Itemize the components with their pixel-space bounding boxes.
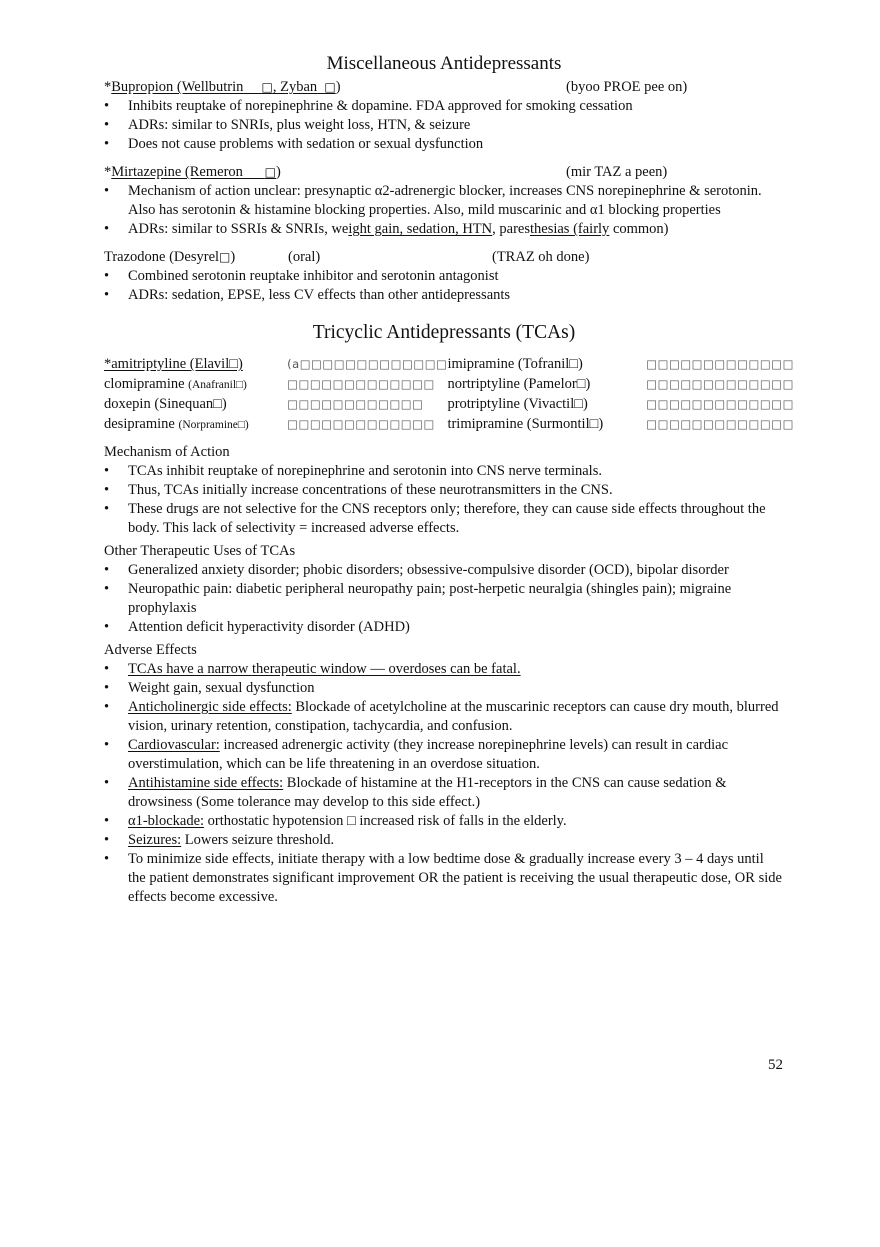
list-item: • Antihistamine side effects: Blockade of histamine at the H1-receptors in the CNS can cause sedation & drowsiness (Some tolerance may develop to this side effect.)	[104, 774, 784, 812]
list-item: • Inhibits reuptake of norepinephrine & dopamine. FDA approved for smoking cessation	[104, 97, 784, 116]
list-item: • Neuropathic pain: diabetic peripheral neuropathy pain; post-herpetic neuralgia (shingles pain); migraine prophylaxis	[104, 580, 784, 618]
adverse-bullets	[104, 660, 784, 907]
trademark-box-icon: □	[219, 250, 231, 264]
table-row: doxepin (Sinequan□) □□□□□□□□□□□□ protriptyline (Vivactil□) □□□□□□□□□□□□□	[104, 396, 794, 412]
trademark-box-icon: □	[261, 80, 273, 94]
mirtazepine-name: Mirtazepine (Remeron □	[111, 164, 276, 180]
misc-title: Miscellaneous Antidepressants	[326, 53, 562, 74]
list-item: • Weight gain, sexual dysfunction	[104, 679, 784, 698]
trazodone-bullets	[104, 267, 784, 305]
list-item: • These drugs are not selective for the CNS receptors only; therefore, they can cause side effects throughout the body. This lack of selectivity = increased adverse effects.	[104, 500, 784, 538]
list-item: • Anticholinergic side effects: Blockade of acetylcholine at the muscarinic receptors can cause dry mouth, blurred vision, urinary retention, constipation, tachycardia, and confusion.	[104, 698, 784, 736]
bupropion-header: *Bupropion (Wellbutrin □, Zyban □) (byoo PROE pee on)	[104, 79, 688, 95]
bupropion-bullets	[104, 97, 784, 154]
tca-title: Tricyclic Antidepressants (TCAs)	[312, 322, 576, 343]
trademark-box-icon: □	[264, 165, 276, 179]
list-item: • Thus, TCAs initially increase concentrations of these neurotransmitters in the CNS.	[104, 481, 784, 500]
trazodone-route: (oral)	[288, 249, 321, 265]
list-item: • Cardiovascular: increased adrenergic activity (they increase norepinephrine levels) can result in cardiac overstimulation, which can be life threatening in an overdose situation.	[104, 736, 784, 774]
adverse-heading: Adverse Effects	[104, 642, 197, 658]
uses-bullets	[104, 561, 784, 637]
list-item: • Combined serotonin reuptake inhibitor and serotonin antagonist	[104, 267, 784, 286]
moa-heading: Mechanism of Action	[104, 444, 230, 460]
mirtazepine-bullets	[104, 182, 784, 239]
uses-heading: Other Therapeutic Uses of TCAs	[104, 543, 296, 559]
mirtazepine-pronunciation: (mir TAZ a peen)	[566, 164, 668, 180]
list-item: • ADRs: similar to SSRIs & SNRIs, weight gain, sedation, HTN, paresthesias (fairly common)	[104, 220, 784, 239]
list-item: • Generalized anxiety disorder; phobic disorders; obsessive-compulsive disorder (OCD), bipolar disorder	[104, 561, 784, 580]
table-row: *amitriptyline (Elavil□) (a□□□□□□□□□□□□□ imipramine (Tofranil□) □□□□□□□□□□□□□	[104, 356, 794, 372]
table-row: desipramine (Norpramine□) □□□□□□□□□□□□□ trimipramine (Surmontil□) □□□□□□□□□□□□□	[104, 416, 794, 432]
list-item: • Mechanism of action unclear: presynaptic α2-adrenergic blocker, increases CNS norepinephrine & serotonin. Also has serotonin & histamine blocking properties. Also, mild muscarinic and α1 blocking properties	[104, 182, 784, 220]
list-item: • To minimize side effects, initiate therapy with a low bedtime dose & gradually increase every 3 – 4 days until the patient demonstrates significant improvement OR the patient is receiving the usual therapeutic dose, OR side effects become excessive.	[104, 850, 784, 907]
mirtazepine-header: *Mirtazepine (Remeron □) (mir TAZ a peen)	[104, 164, 668, 180]
moa-bullets	[104, 462, 784, 538]
list-item: • ADRs: sedation, EPSE, less CV effects than other antidepressants	[104, 286, 784, 305]
list-item: • Attention deficit hyperactivity disorder (ADHD)	[104, 618, 784, 637]
page-number: 52	[768, 1057, 783, 1073]
bupropion-pronunciation: (byoo PROE pee on)	[566, 79, 688, 95]
list-item: • Seizures: Lowers seizure threshold.	[104, 831, 784, 850]
list-item: • Does not cause problems with sedation or sexual dysfunction	[104, 135, 784, 154]
trademark-box-icon: □	[324, 80, 336, 94]
list-item: • TCAs have a narrow therapeutic window — overdoses can be fatal.	[104, 660, 784, 679]
list-item: • α1-blockade: orthostatic hypotension □ increased risk of falls in the elderly.	[104, 812, 784, 831]
trazodone-header: Trazodone (Desyrel□) (oral) (TRAZ oh done)	[104, 249, 590, 265]
tca-drug-table	[104, 355, 794, 435]
list-item: • ADRs: similar to SNRIs, plus weight loss, HTN, & seizure	[104, 116, 784, 135]
document-page	[104, 52, 794, 907]
bupropion-name: Bupropion (Wellbutrin □, Zyban □	[111, 79, 336, 95]
trazodone-pronunciation: (TRAZ oh done)	[492, 249, 590, 265]
list-item: • TCAs inhibit reuptake of norepinephrine and serotonin into CNS nerve terminals.	[104, 462, 784, 481]
table-row: clomipramine (Anafranil□) □□□□□□□□□□□□□ nortriptyline (Pamelor□) □□□□□□□□□□□□□	[104, 376, 794, 392]
